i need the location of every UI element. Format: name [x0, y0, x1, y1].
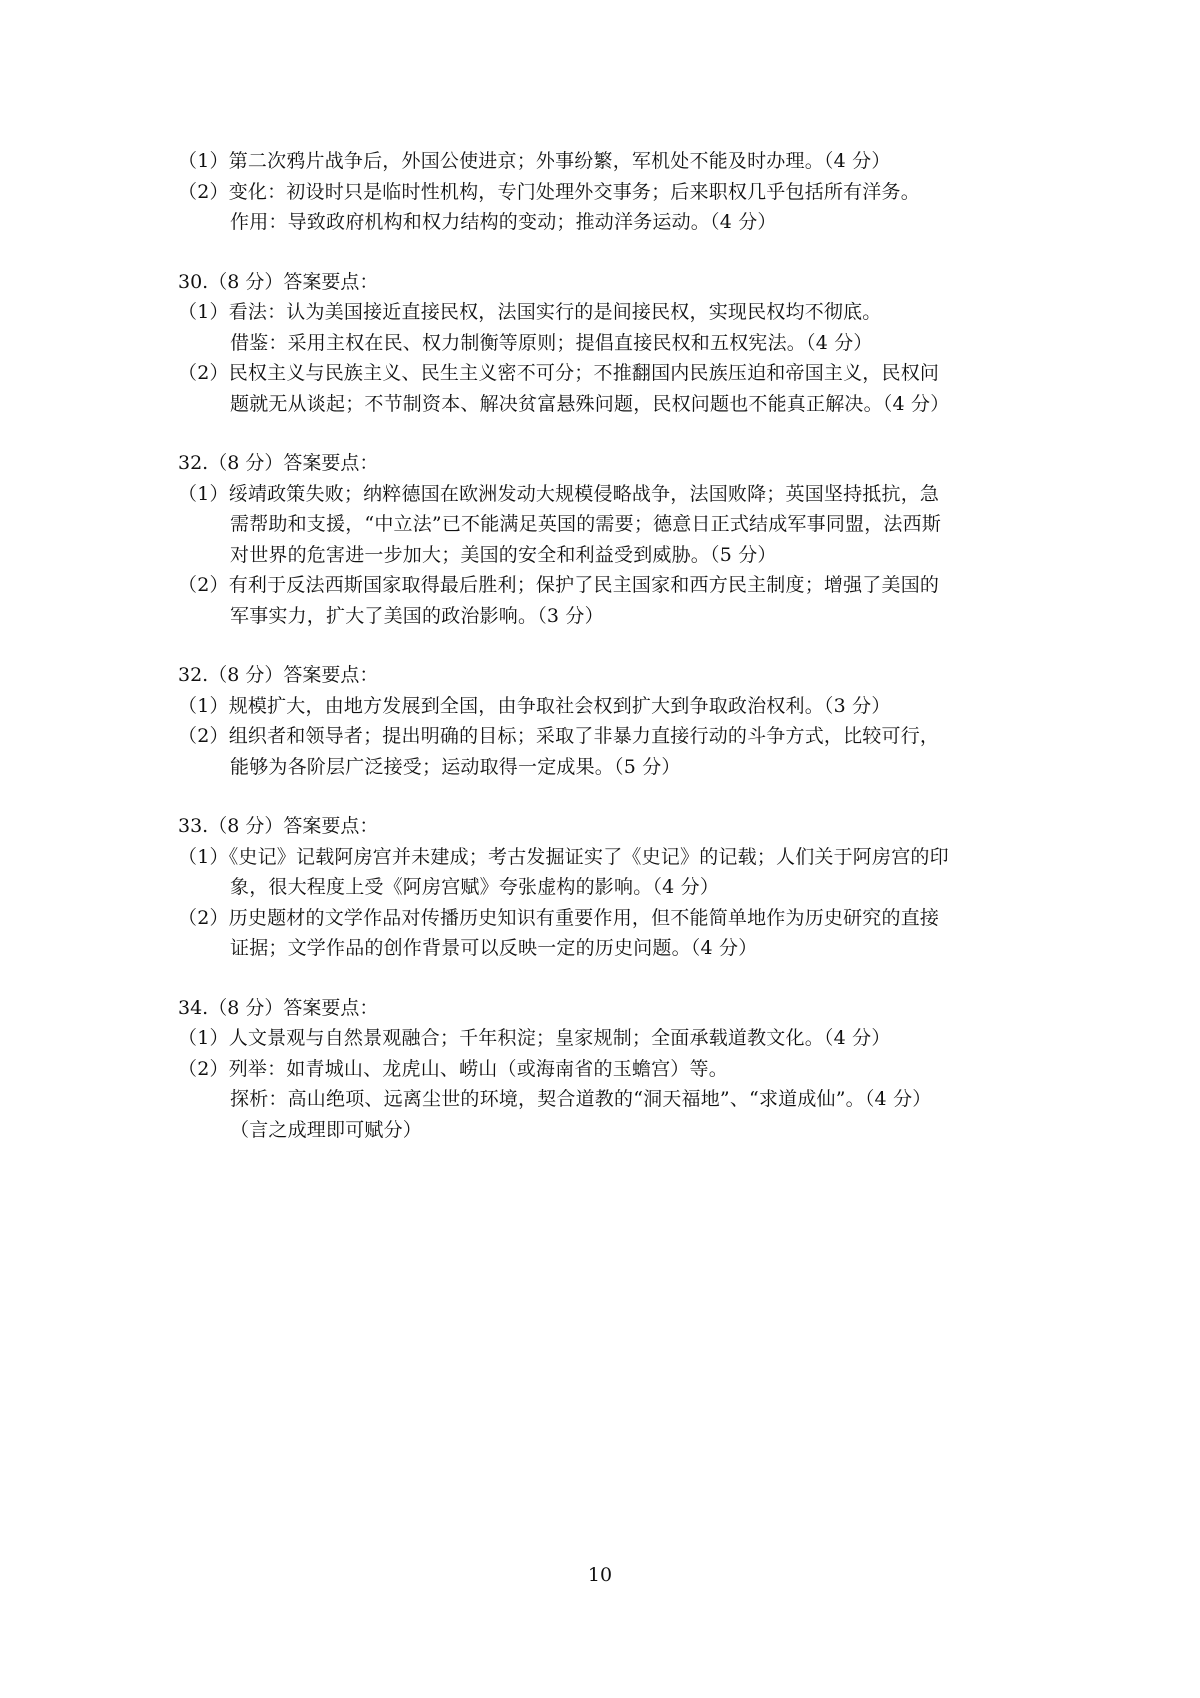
answer-item — [178, 358, 1038, 419]
answer-block-q32a — [178, 448, 1038, 631]
question-header: 32.（8 分）答案要点： — [178, 664, 379, 686]
answer-line: 需帮助和支援，“中立法”已不能满足英国的需要；德意日正式结成军事同盟，法西斯 — [230, 513, 942, 535]
answer-line: （1）规模扩大，由地方发展到全国，由争取社会权到扩大到争取政治权利。（3 分） — [178, 694, 891, 717]
answer-item — [178, 177, 1038, 238]
answer-line: （1）看法：认为美国接近直接民权，法国实行的是间接民权，实现民权均不彻底。 — [178, 301, 882, 323]
page-number: 10 — [587, 1564, 613, 1586]
answer-line: （1）第二次鸦片战争后，外国公使进京；外事纷繁，军机处不能及时办理。（4 分） — [178, 150, 891, 172]
answer-line: （2）有利于反法西斯国家取得最后胜利；保护了民主国家和西方民主制度；增强了美国的 — [178, 574, 940, 596]
answer-item — [178, 691, 1038, 722]
answer-line: （2）民权主义与民族主义、民生主义密不可分；不推翻国内民族压迫和帝国主义，民权问 — [178, 362, 940, 384]
question-header: 33.（8 分）答案要点： — [178, 815, 379, 837]
answer-line: （2）变化：初设时只是临时性机构，专门处理外交事务；后来职权几乎包括所有洋务。 — [178, 180, 920, 203]
answer-item — [178, 297, 1038, 358]
answer-line: 军事实力，扩大了美国的政治影响。（3 分） — [230, 604, 604, 627]
answer-line: （言之成理即可赋分） — [230, 1118, 423, 1141]
question-header: 32.（8 分）答案要点： — [178, 452, 379, 474]
answer-line: （2）列举：如青城山、龙虎山、崂山（或海南省的玉蟾宫）等。 — [178, 1057, 728, 1080]
answer-item — [178, 1054, 1038, 1146]
answer-item — [178, 1023, 1038, 1054]
answer-line: 象，很大程度上受《阿房宫赋》夸张虚构的影响。（4 分） — [230, 876, 720, 898]
answer-line: 能够为各阶层广泛接受；运动取得一定成果。（5 分） — [230, 755, 681, 778]
answer-item — [178, 903, 1038, 964]
answer-item — [178, 721, 1038, 782]
answer-block-continued — [178, 146, 1038, 238]
answer-item — [178, 479, 1038, 571]
answer-line: 探析：高山绝项、远离尘世的环境，契合道教的“洞天福地”、“求道成仙”。（4 分） — [230, 1088, 932, 1110]
answer-line: （1）绥靖政策失败；纳粹德国在欧洲发动大规模侵略战争，法国败降；英国坚持抵抗，急 — [178, 482, 940, 505]
answer-line: 对世界的危害进一步加大；美国的安全和利益受到威胁。（5 分） — [230, 543, 777, 566]
answer-line: 作用：导致政府机构和权力结构的变动；推动洋务运动。（4 分） — [230, 211, 777, 233]
answer-block-q34 — [178, 993, 1038, 1146]
answer-line: （1）《史记》记载阿房宫并未建成；考古发掘证实了《史记》的记载；人们关于阿房宫的印 — [178, 845, 949, 868]
answer-line: 证据；文学作品的创作背景可以反映一定的历史问题。（4 分） — [230, 937, 758, 959]
answer-line: 借鉴：采用主权在民、权力制衡等原则；提倡直接民权和五权宪法。（4 分） — [230, 331, 873, 354]
answer-item — [178, 842, 1038, 903]
answer-line: 题就无从谈起；不节制资本、解决贫富悬殊问题，民权问题也不能真正解决。（4 分） — [230, 392, 950, 415]
answer-item — [178, 146, 1038, 177]
answer-block-q32b — [178, 660, 1038, 782]
answer-block-q30 — [178, 267, 1038, 420]
answer-line: （2）组织者和领导者；提出明确的目标；采取了非暴力直接行动的斗争方式，比较可行， — [178, 725, 940, 747]
answer-line: （2）历史题材的文学作品对传播历史知识有重要作用，但不能简单地作为历史研究的直接 — [178, 906, 940, 929]
question-header: 34.（8 分）答案要点： — [178, 996, 379, 1019]
answer-item — [178, 570, 1038, 631]
answer-block-q33 — [178, 811, 1038, 964]
answer-line: （1）人文景观与自然景观融合；千年积淀；皇家规制；全面承载道教文化。（4 分） — [178, 1027, 891, 1049]
question-header: 30.（8 分）答案要点： — [178, 270, 379, 293]
answer-key-content — [178, 146, 1038, 1145]
